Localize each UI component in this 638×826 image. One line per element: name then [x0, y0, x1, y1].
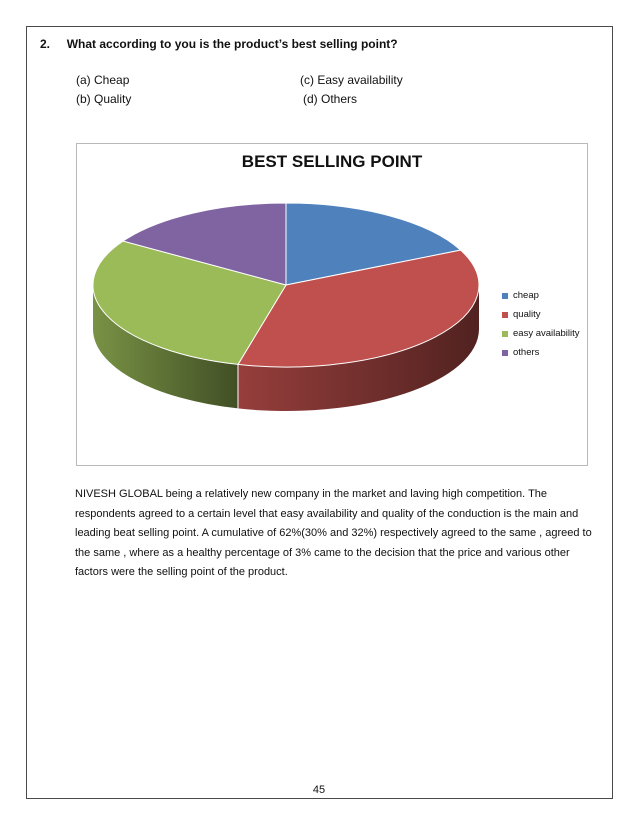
legend-swatch — [502, 331, 508, 337]
legend-item-quality — [502, 305, 580, 324]
option-a: (a) Cheap — [76, 73, 130, 87]
option-d: (d) Others — [303, 92, 358, 106]
legend-swatch — [502, 350, 508, 356]
legend-item-easy-availability — [502, 324, 580, 343]
option-c: (c) Easy availability — [300, 73, 403, 87]
legend-item-others — [502, 343, 580, 362]
question-heading — [40, 37, 398, 51]
chart-title: BEST SELLING POINT — [241, 152, 423, 171]
legend-item-cheap — [502, 286, 580, 305]
legend-label: easy availability — [513, 328, 580, 339]
option-b: (b) Quality — [76, 92, 132, 106]
legend-label: others — [513, 347, 540, 358]
legend-label: quality — [513, 309, 541, 320]
legend-swatch — [502, 312, 508, 318]
legend-swatch — [502, 293, 508, 299]
question-number: 2. — [40, 37, 51, 51]
legend-label: cheap — [513, 290, 539, 301]
page-number: 45 — [312, 784, 326, 796]
question-text: What according to you is the product’s best selling point? — [66, 37, 398, 51]
analysis-paragraph: NIVESH GLOBAL being a relatively new company in the market and laving high competition. The respondents agreed to a certain level that easy availability and quality of the conduction is the main and leading beat selling point. A cumulative of 62%(30% and 32%) respectively agreed to the same , agreed to the same , where as a healthy percentage of 3% came to the decision that the price and various other factors were the selling point of the product. — [75, 488, 592, 578]
chart-legend — [502, 286, 580, 362]
